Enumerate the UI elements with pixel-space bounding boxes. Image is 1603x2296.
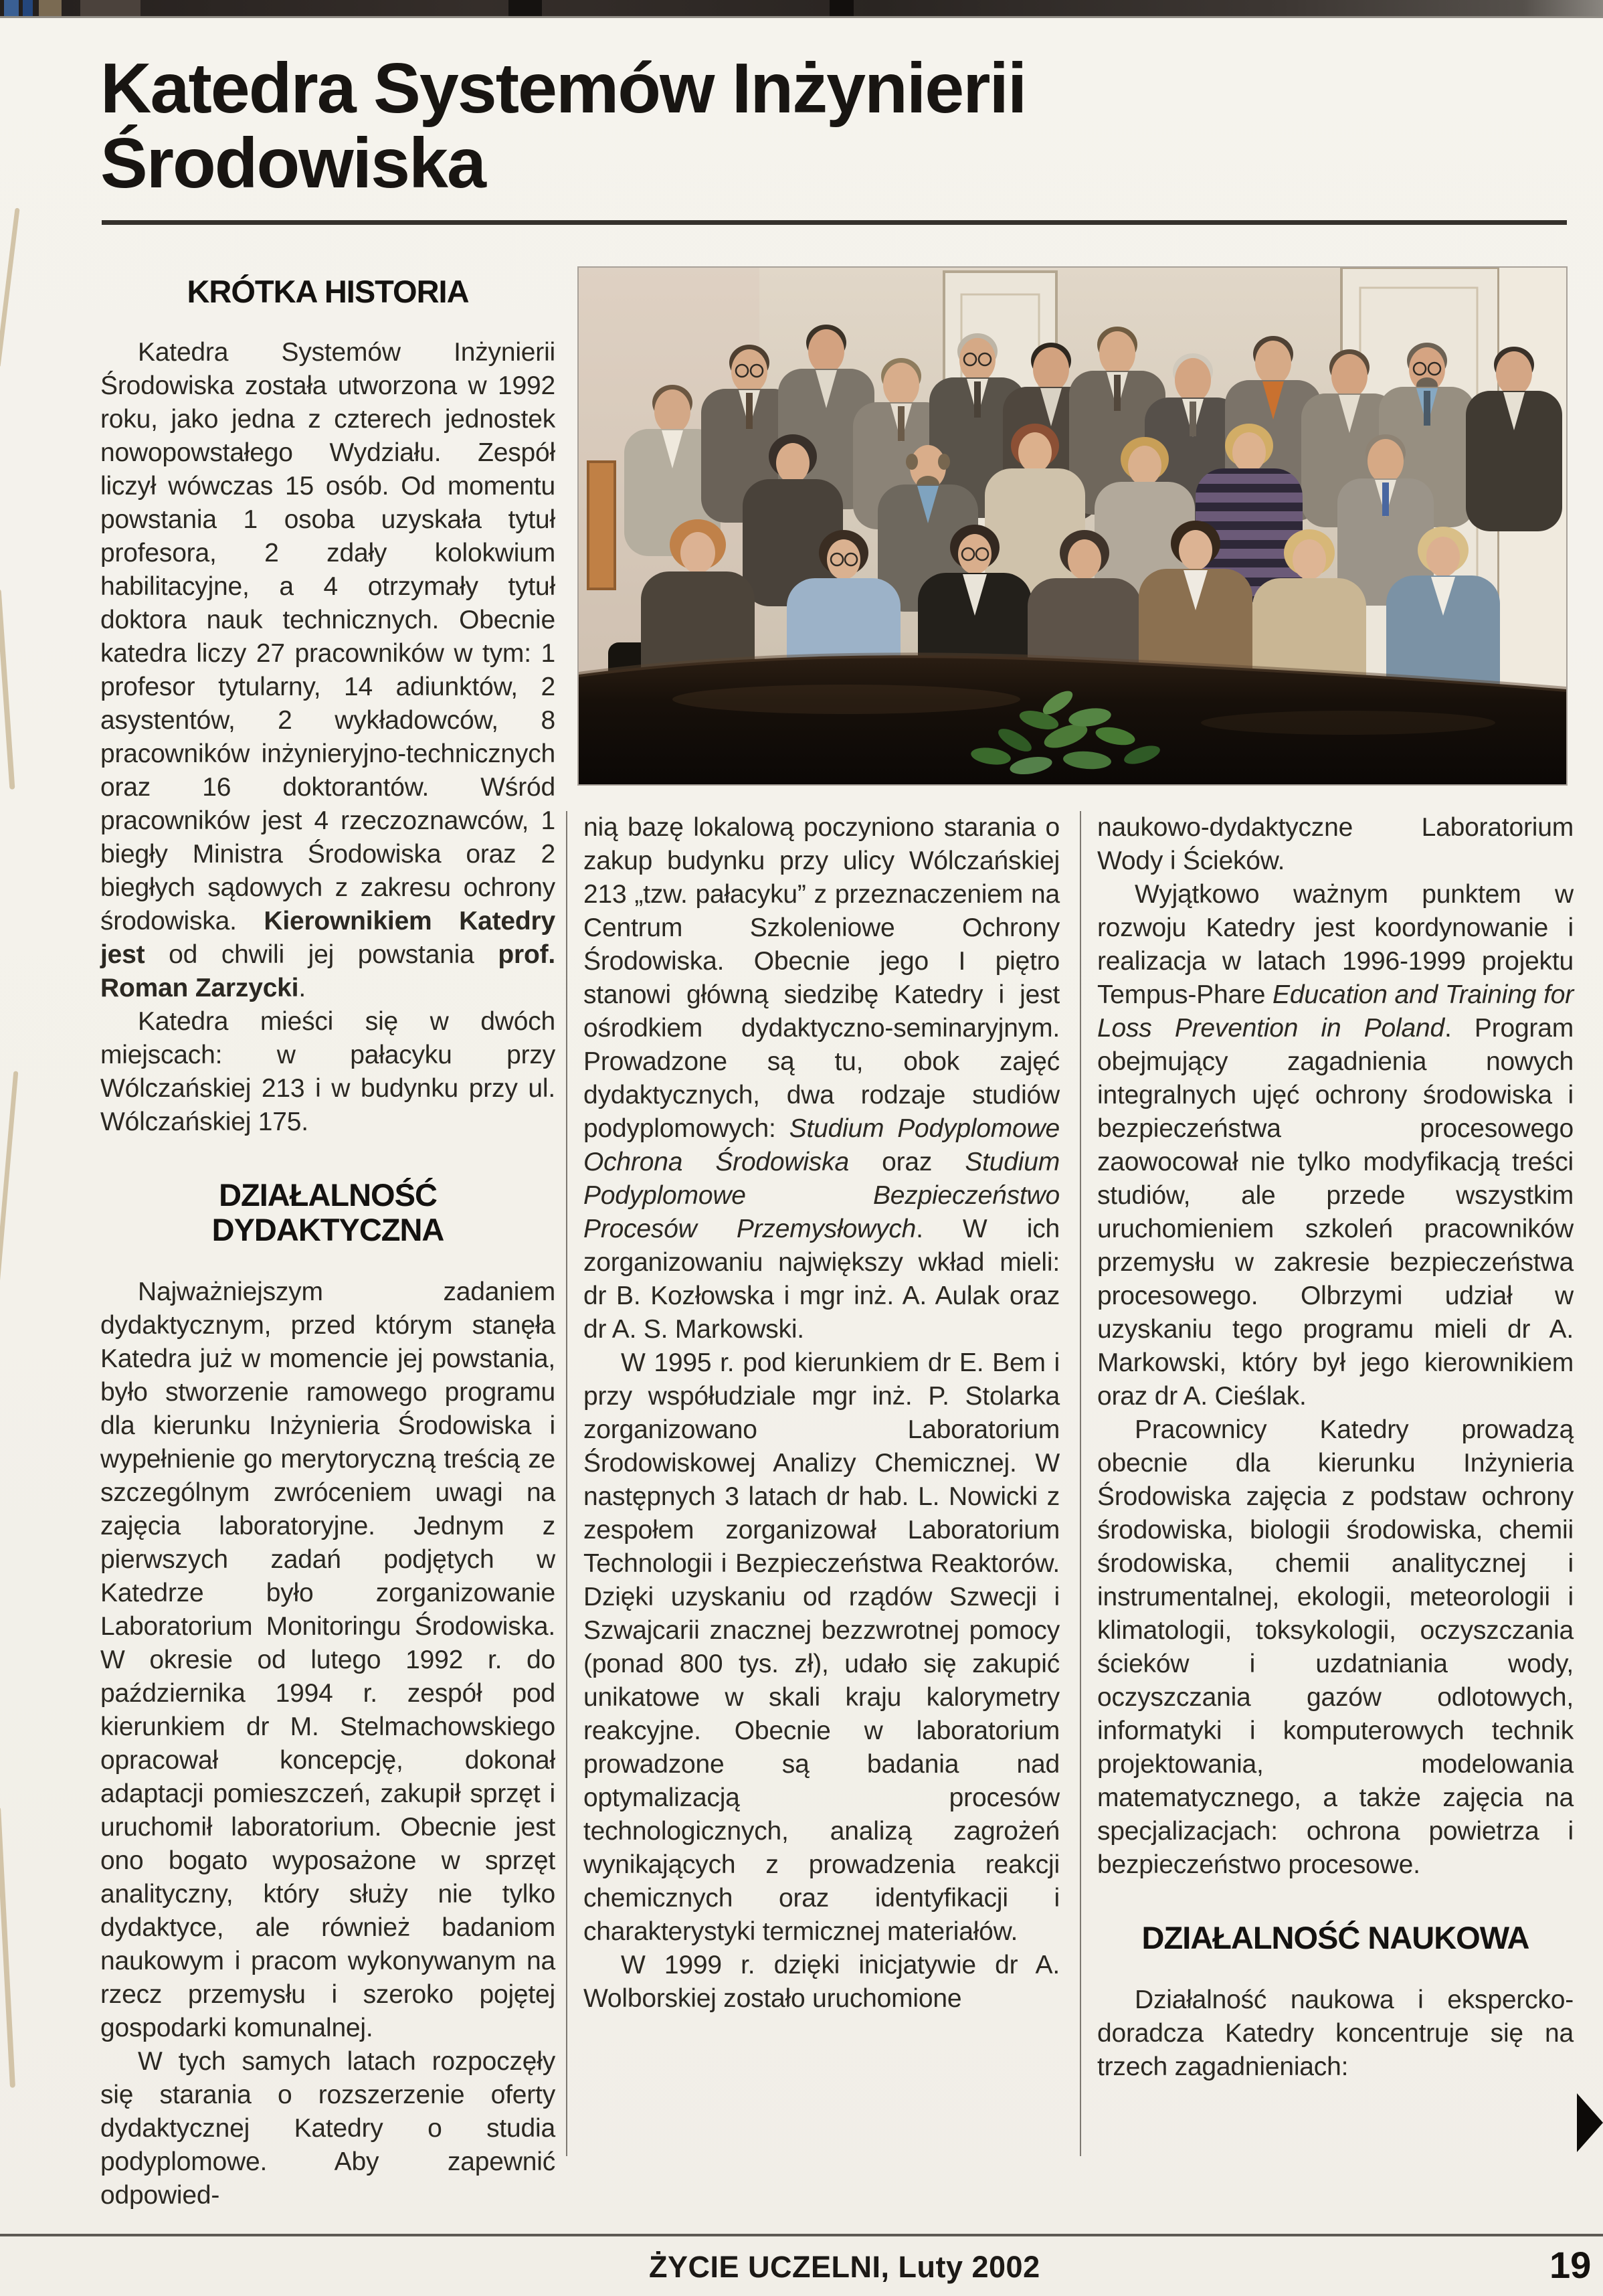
scan-artifact — [830, 0, 854, 16]
paragraph-text: . Program obejmujący zagadnienia nowych integralnych ujęć ochrony środowiska i bezpieczeństwa procesowego zaowocował nie tylko modyfikacją treści studiów, ale przede wszystkim uruchomieniem szkoleń pracowników przemysłu w zakresie bezpieczeństwa procesowego. Olbrzymi udział w uzyskaniu tego programu mieli dr A. Markowski, który był jego kierownikiem oraz dr A. Cieślak. — [1097, 1014, 1574, 1411]
binding-thread — [0, 1071, 18, 1291]
italic-text: Studium Podyplomowe Bezpieczeństwo Procesów Przemysłowych — [583, 1148, 1060, 1243]
binding-thread — [0, 207, 20, 367]
paragraph: naukowo-dydaktyczne Laboratorium Wody i Ścieków. — [1097, 813, 1574, 875]
page-number: 19 — [1549, 2244, 1592, 2286]
section-heading-dzialalnosc-dydaktyczna: DZIAŁALNOŚĆ DYDAKTYCZNA — [211, 1177, 444, 1247]
paragraph: W 1995 r. pod kierunkiem dr E. Bem i przy współudziale mgr inż. P. Stolarka zorganizowano Laboratorium Środowiskowej Analizy Chemicznej. W następnych 3 latach dr hab. L. Nowicki z zespołem zorganizował Laboratorium Technologii i Bezpieczeństwa Reaktorów. Dzięki uzyskaniu od rządów Szwecji i Szwajcarii znacznej bezzwrotnej pomocy (ponad 800 tys. zł), udało się zakupić unikatowe w skali kraju kalorymetry reakcyjne. Obecnie w laboratorium prowadzone są badania nad optymalizacją procesów technologicznych, analizą zagrożeń wynikających z prowadzenia reakcji chemicznych oraz identyfikacji i charakterystyki termicznej materiałów. — [583, 1348, 1060, 1946]
column-separator — [1080, 811, 1081, 2156]
italic-text: Education and Training for Loss Prevention in Poland — [1097, 980, 1574, 1043]
paragraph-text: . — [298, 974, 306, 1002]
scan-edge-strip — [0, 0, 1603, 18]
section-heading-krotka-historia: KRÓTKA HISTORIA — [187, 274, 469, 309]
article-title-line1: Katedra Systemów Inżynierii — [100, 49, 1026, 128]
bold-text: Kierownikiem Katedry jest — [100, 907, 555, 969]
paragraph — [100, 336, 555, 1005]
paragraph: W tych samych latach rozpoczęły się starania o rozszerzenie oferty dydaktycznej Katedry o studia podyplomowe. Aby zapewnić odpowied- — [100, 2047, 555, 2210]
scan-artifact — [23, 0, 33, 16]
scan-artifact — [4, 0, 19, 16]
paragraph — [1097, 878, 1574, 1413]
bold-text: prof. Roman Zarzycki — [100, 940, 555, 1002]
paragraph: Katedra mieści się w dwóch miejscach: w pałacyku przy Wólczańskiej 213 i w budynku przy ul. Wólczańskiej 175. — [100, 1007, 555, 1136]
title-rule — [102, 220, 1567, 225]
italic-text: Studium Podyplomowe Ochrona Środowiska — [583, 1114, 1060, 1176]
article-title-line2: Środowiska — [100, 124, 485, 203]
paragraph-text: od chwili jej powstania — [145, 940, 498, 969]
scan-artifact — [80, 0, 140, 16]
paragraph: Najważniejszym zadaniem dydaktycznym, przed którym stanęła Katedra już w momencie jej powstania, było stworzenie ramowego programu dla kierunku Inżynieria Środowiska i wypełnienie go merytoryczną treścią ze szczególnym zwróceniem uwagi na zajęcia laboratoryjne. Jednym z pierwszych zadań podjętych w Katedrze było zorganizowanie Laboratorium Monitoringu Środowiska. W okresie od lutego 1992 r. do października 1994 r. zespół pod kierunkiem dr M. Stelmachowskiego opracował koncepcję, dokonał adaptacji pomieszczeń, zakupił sprzęt i uruchomił laboratorium. Obecnie jest ono bogato wyposażone w sprzęt analityczny, który służy nie tylko dydaktyce, ale również badaniom naukowym i pracom wykonywanym na rzecz przemysłu i szeroko pojętej gospodarki komunalnej. — [100, 1277, 555, 2042]
group-photo-graphic — [579, 268, 1566, 784]
article-title — [100, 51, 1026, 201]
continuation-arrow-icon — [1577, 2093, 1603, 2152]
paragraph-text: . W ich zorganizowaniu największy wkład mieli: dr B. Kozłowska i mgr inż. A. Aulak oraz dr A. S. Markowski. — [583, 1215, 1060, 1344]
paragraph-text: oraz — [848, 1148, 965, 1176]
wall-picture — [588, 462, 615, 589]
paragraph: W 1999 r. dzięki inicjatywie dr A. Wolborskiej zostało uruchomione — [583, 1951, 1060, 2013]
paragraph-text: Katedra Systemów Inżynierii Środowiska została utworzona w 1992 roku, jako jedna z czterech jednostek nowopowstałego Wydziału. Zespół liczył wówczas 15 osób. Od momentu powstania 1 osoba uzyskała tytuł profesora, 2 zdały kolokwium habilitacyjne, a 4 otrzymały tytuł doktora nauk technicznych. Obecnie katedra liczy 27 pracowników w tym: 1 profesor tytularny, 14 adiunktów, 2 asystentów, 2 wykładowców, 8 pracowników inżynieryjno-technicznych oraz 16 doktorantów. Wśród pracowników jest 4 rzeczoznawców, 1 biegły Ministra Środowiska oraz 2 biegłych sądowych z zakresu ochrony środowiska. — [100, 338, 555, 936]
group-photo — [579, 268, 1566, 784]
binding-thread — [0, 589, 15, 790]
footer-journal: ŻYCIE UCZELNI, Luty 2002 — [649, 2250, 1040, 2284]
paragraph: Pracownicy Katedry prowadzą obecnie dla kierunku Inżynieria Środowiska zajęcia z podstaw ochrony środowiska, biologii środowiska, chemii środowiska, chemii analitycznej i instrumentalnej, ekologii, meteorologii i klimatologii, toksykologii, oczyszczania ścieków i uzdatniania wody, oczyszczania gazów odlotowych, informatyki i komputerowych technik projektowania, modelowania matematycznego, a także zajęcia na specjalizacjach: ochrona powietrza i bezpieczeństwo procesowe. — [1097, 1415, 1574, 1879]
paragraph-text: Wyjątkowo ważnym punktem w rozwoju Katedry jest koordynowanie i realizacja w latach 1996-1999 projektu Tempus-Phare — [1097, 880, 1574, 1009]
paragraph — [583, 811, 1060, 1346]
paragraph-text: nią bazę lokalową poczyniono starania o zakup budynku przy ulicy Wólczańskiej 213 „tzw. pałacyku” z przeznaczeniem na Centrum Szkoleniowe Ochrony Środowiska. Obecnie jego I piętro stanowi główną siedzibę Katedry i jest ośrodkiem dydaktyczno-seminaryjnym. Prowadzone są tu, obok zajęć dydaktycznych, dwa rodzaje studiów podyplomowych: — [583, 813, 1060, 1143]
footer-rule — [0, 2234, 1603, 2236]
section-heading-dzialalnosc-naukowa: DZIAŁALNOŚĆ NAUKOWA — [1141, 1920, 1529, 1955]
column-middle — [583, 811, 1060, 2016]
column-separator — [566, 811, 567, 2156]
paragraph: Działalność naukowa i ekspercko-doradcza Katedry koncentruje się na trzech zagadnieniach: — [1097, 1985, 1574, 2081]
scan-artifact — [508, 0, 542, 16]
column-left — [100, 274, 555, 2212]
binding-thread — [0, 1807, 15, 2088]
scan-artifact — [39, 0, 62, 16]
column-right — [1097, 811, 1574, 2084]
